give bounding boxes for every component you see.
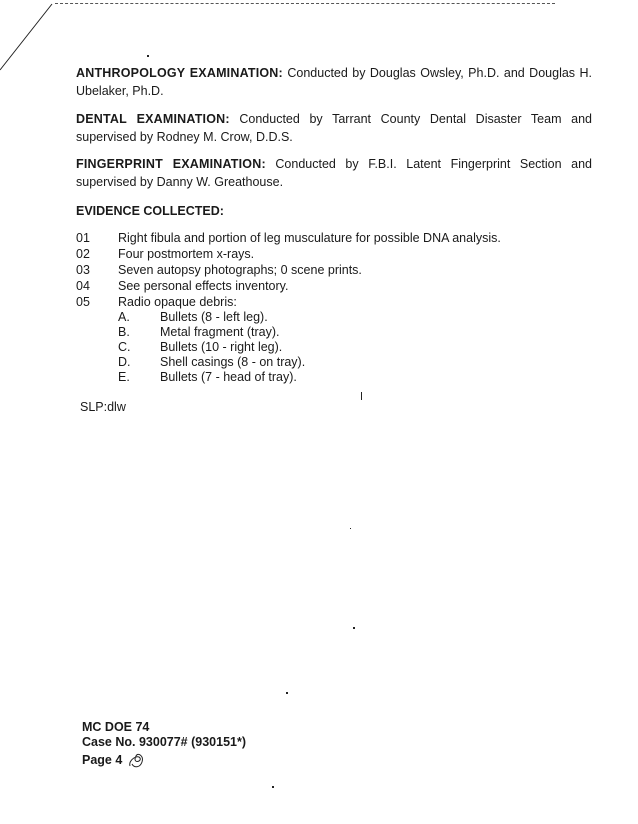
sub-list-item xyxy=(118,355,596,370)
sub-item-letter: A. xyxy=(118,310,130,324)
sub-item-text: Shell casings (8 - on tray). xyxy=(160,355,306,369)
case-label: MC DOE 74 xyxy=(82,720,150,734)
list-item xyxy=(76,278,596,294)
anthropology-text: Conducted by Douglas Owsley, Ph.D. and Douglas H. Ubelaker, Ph.D. xyxy=(76,66,592,98)
list-item xyxy=(76,262,596,278)
list-item xyxy=(76,230,596,246)
item-text: Seven autopsy photographs; 0 scene prints. xyxy=(118,263,362,277)
item-text: Right fibula and portion of leg musculature for possible DNA analysis. xyxy=(118,231,501,245)
dental-section xyxy=(76,110,592,146)
item-number: 03 xyxy=(76,263,90,277)
page-number: Page 4 xyxy=(82,753,123,767)
fingerprint-heading: FINGERPRINT EXAMINATION: xyxy=(76,157,266,171)
scan-speck xyxy=(361,392,362,400)
document-footer xyxy=(82,720,246,770)
fingerprint-section xyxy=(76,155,592,191)
item-text: See personal effects inventory. xyxy=(118,279,289,293)
dental-text: Conducted by Tarrant County Dental Disaster Team and supervised by Rodney M. Crow, D.D.S. xyxy=(76,112,592,144)
dental-heading: DENTAL EXAMINATION: xyxy=(76,112,230,126)
case-number: Case No. 930077# (930151*) xyxy=(82,735,247,749)
list-item xyxy=(76,294,596,310)
sub-list-item xyxy=(118,325,596,340)
scan-top-edge xyxy=(55,0,555,4)
handwritten-mark xyxy=(126,750,148,770)
item-text: Four postmortem x-rays. xyxy=(118,247,255,261)
scan-speck xyxy=(350,528,351,529)
debris-sublist xyxy=(118,310,596,385)
page-number-row xyxy=(82,750,246,770)
sub-item-letter: E. xyxy=(118,370,130,384)
item-number: 05 xyxy=(76,295,90,309)
sub-item-text: Bullets (7 - head of tray). xyxy=(160,370,297,384)
scan-corner-mark xyxy=(0,0,60,80)
item-number: 04 xyxy=(76,279,90,293)
sub-item-letter: C. xyxy=(118,340,131,354)
evidence-heading: EVIDENCE COLLECTED: xyxy=(76,204,224,218)
sub-item-letter: D. xyxy=(118,355,131,369)
item-number: 01 xyxy=(76,231,90,245)
typist-initials: SLP:dlw xyxy=(80,400,126,414)
scan-speck xyxy=(272,786,274,788)
item-number: 02 xyxy=(76,247,90,261)
list-item xyxy=(76,246,596,262)
sub-item-text: Bullets (10 - right leg). xyxy=(160,340,283,354)
anthropology-heading: ANTHROPOLOGY EXAMINATION: xyxy=(76,66,283,80)
sub-item-text: Metal fragment (tray). xyxy=(160,325,280,339)
sub-list-item xyxy=(118,310,596,325)
item-text: Radio opaque debris: xyxy=(118,295,237,309)
scan-speck xyxy=(353,627,355,629)
sub-list-item xyxy=(118,370,596,385)
scan-speck xyxy=(147,55,149,57)
sub-item-text: Bullets (8 - left leg). xyxy=(160,310,268,324)
sub-item-letter: B. xyxy=(118,325,130,339)
sub-list-item xyxy=(118,340,596,355)
fingerprint-text: Conducted by F.B.I. Latent Fingerprint Section and supervised by Danny W. Greathouse. xyxy=(76,157,592,189)
scan-speck xyxy=(286,692,288,694)
evidence-list xyxy=(76,230,596,385)
anthropology-section xyxy=(76,64,592,100)
